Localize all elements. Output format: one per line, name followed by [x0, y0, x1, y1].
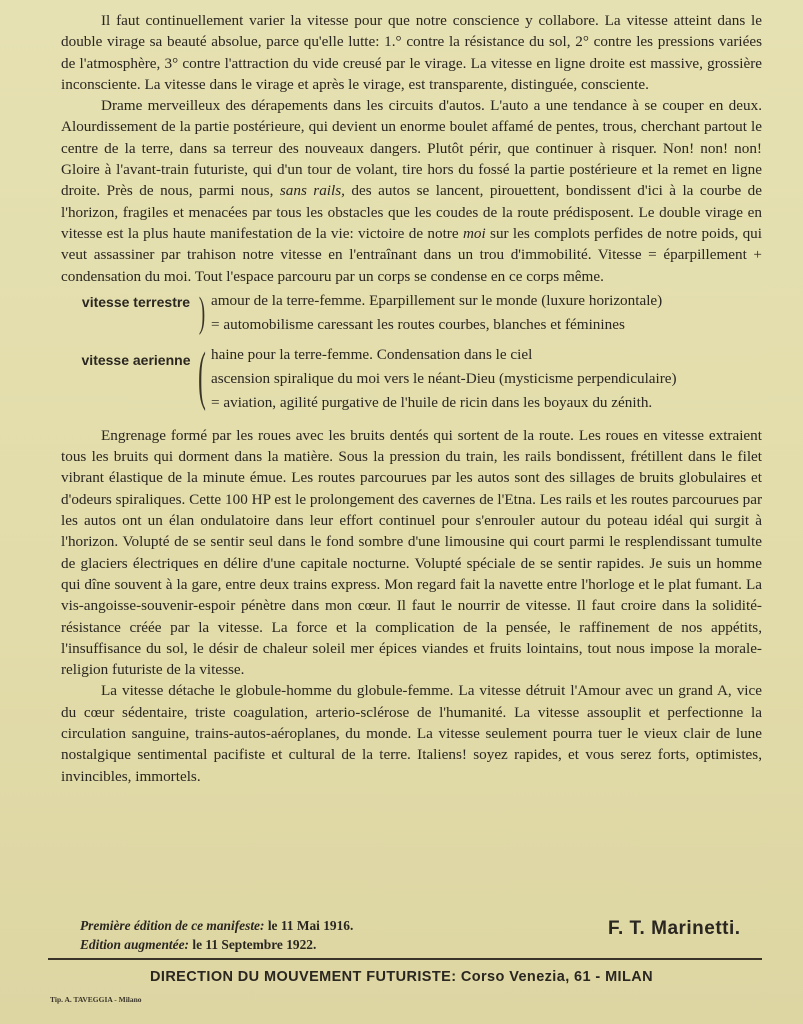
paragraph-2-part-a: Drame merveilleux des dérapements dans les circuits d'autos. L'auto a une tendance à se couper en deux. Alourdissement de la partie postérieure, qui devient un enorme boulet affamé de pentes, trous, cherchant partout le centre de la terre, dans sa terreur des nouveaux dangers. Plutôt périr, que continuer à risquer. Non! non! non! Gloire à l'avant-train futuriste, qui d'un tour de volant, tire hors du fossé la partie postérieure et la remet en ligne droite. Près de nous, parmi nous, [61, 97, 762, 200]
paragraph-2 [61, 95, 762, 287]
direction-address: Corso Venezia, 61 - MILAN [460, 969, 653, 985]
edition-notes [80, 916, 353, 954]
paragraph-2-italic-moi: moi [462, 224, 486, 242]
edition-first [80, 916, 353, 935]
author-signature: F. T. Marinetti. [608, 918, 741, 939]
edition-second-label: Edition augmentée: [80, 937, 189, 952]
aerienne-brace: ( [198, 338, 206, 412]
paragraph-2-part-b: des autos se lancent, pirouettent, bondissent d'ici à la courbe de l'horizon, fragiles et menacées par tous les obstacles que les coudes de la route prédisposent. Le double virage en vitesse est la plus haute manifestation de la vie: victoire de notre [61, 182, 762, 242]
paragraph-2-part-c: sur les complots perfides de notre poids, qui veut assassiner par trahison notre vitesse en l'entraînant dans un trou d'immobilité. Vitesse = éparpillement + condensation du moi. Tout l'espace parcouru par un corps se condense en ce corps même. [61, 224, 762, 285]
direction-label: DIRECTION DU MOUVEMENT FUTURISTE: [150, 969, 457, 985]
aerienne-line-3: = aviation, agilité purgative de l'huile de ricin dans les boyaux du zénith. [211, 393, 653, 411]
paragraph-1: Il faut continuellement varier la vitesse pour que notre conscience y collabore. La vitesse atteint dans le double virage sa beauté absolue, parce qu'elle lutte: 1.° contre la résistance du sol, 2° contre les pressions variées de l'atmosphère, 3° contre l'attraction du vide creusé par le virage. La vitesse en ligne droite est massive, grossière inconsciente. La vitesse dans le virage et après le virage, est transparente, distinguée, consciente. [61, 12, 762, 93]
paragraph-3: Engrenage formé par les roues avec les bruits dentés qui sortent de la route. Les roues en vitesse extraient tous les bruits qui dorment dans la matière. Sous la pression du train, les rails bondissent, frétillent dans le filet vibrant élastique de la minute émue. Les routes parcourues par les autos sont des sillages de bruits globulaires et d'odeurs spiraliques. Cette 100 HP est le prolongement des cavernes de l'Etna. Les rails et les routes parcourues par les autos ont un élan ondulatoire dans leur effort continuel pour s'enrouler autour du poteau idéal qui surgit à l'horizon. Volupté de se sentir seul dans le fond sombre d'une limousine qui court parmi le resplendissant tumulte de glaciers électriques en délire d'une capitale nocturne. Volupté spéciale de se sentir rapides. Je suis un homme qui dîne souvent à la gare, entre deux trains express. Mon regard fait la navette entre l'horloge et le plat fumant. La vis-angoisse-souvenir-espoir pénètre dans mon cœur. Il faut le nourrir de vitesse. Il faut croire dans la solidité-résistance créée par la vitesse. La force et la complication de la pensée, le raffinement de nos appétits, l'insuffisance du sol, le désir de chaleur soleil mer épices viandes et fruits lointains, tout nous impose la morale-religion futuriste de la vitesse. [61, 426, 762, 679]
terrestre-line-2: = automobilisme caressant les routes courbes, blanches et féminines [211, 315, 625, 333]
vitesse-comparison [61, 290, 762, 422]
edition-second-date: le 11 Septembre 1922. [192, 937, 317, 952]
paragraph-2-italic-sans-rails: sans rails, [279, 182, 345, 200]
printer-credit: Tip. A. TAVEGGIA - Milano [50, 995, 142, 1004]
manifesto-body [61, 10, 762, 787]
vitesse-aerienne-label: vitesse aerienne [81, 351, 191, 368]
paragraph-4: La vitesse détache le globule-homme du globule-femme. La vitesse détruit l'Amour avec un grand A, vice du cœur sédentaire, triste coagulation, arterio-sclérose de l'humanité. La vitesse assouplit et perfectionne la circulation sanguine, trains-autos-aéroplanes, du monde. La vitesse seulement pourra tuer le vieux clair de lune nostalgique sentimental pacifiste et cultural de la terre. Italiens! soyez rapides, et vous serez forts, optimistes, invincibles, immortels. [61, 682, 762, 785]
aerienne-line-2: ascension spiralique du moi vers le néant-Dieu (mysticisme perpendiculaire) [211, 369, 677, 387]
edition-second [80, 935, 353, 954]
terrestre-line-1: amour de la terre-femme. Eparpillement sur le monde (luxure horizontale) [211, 291, 663, 309]
aerienne-line-1: haine pour la terre-femme. Condensation dans le ciel [211, 345, 533, 363]
vitesse-terrestre-label: vitesse terrestre [81, 293, 191, 310]
terrestre-brace: ) [198, 289, 206, 336]
footer-divider [48, 958, 762, 960]
edition-first-date: le 11 Mai 1916. [267, 918, 354, 933]
footer-direction [0, 969, 803, 985]
edition-first-label: Première édition de ce manifeste: [80, 918, 265, 933]
